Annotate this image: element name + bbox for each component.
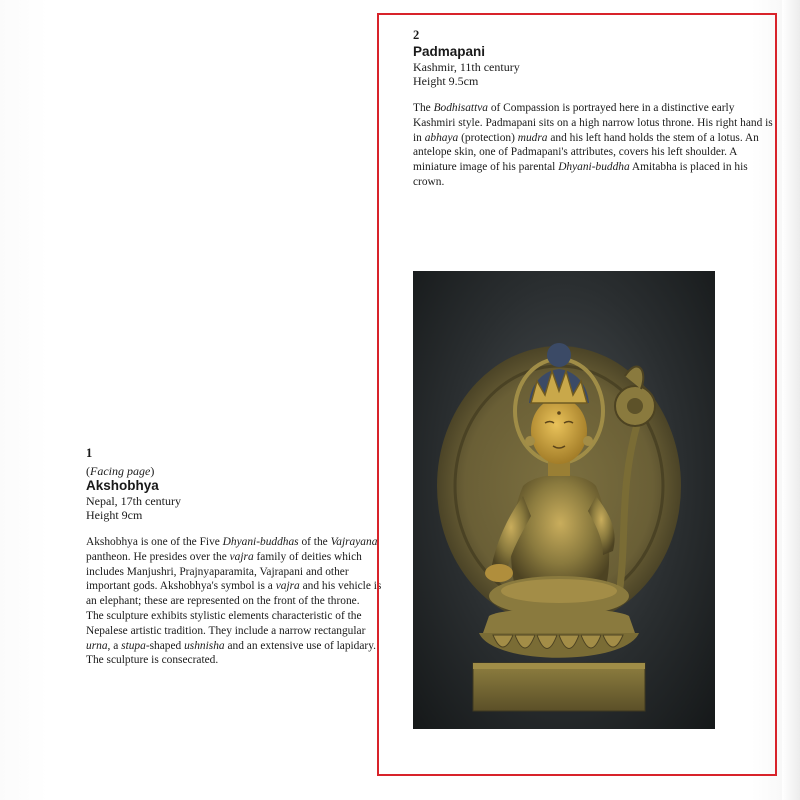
entry-description: The Bodhisattva of Compassion is portrayed here in a distinctive early Kashmiri style. Padmapani sits on a high narrow lotus throne. His right hand is in abhaya (protection) mudra and his left hand holds the stem of a lotus. An antelope skin, one of Padmapani's attributes, covers his left shoulder. A miniature image of his parental Dhyani-buddha Amitabha is placed in his crown.: [413, 102, 773, 188]
entry-height: Height 9cm: [86, 508, 143, 522]
description-paragraph: Akshobhya is one of the Five Dhyani-buddhas of the Vajrayana pantheon. He presides over the vajra family of deities which includes Manjushri, Prajnyaparamita, Vajrapani and other important gods. Akshobhya's symbol is a vajra and his vehicle is an elephant; these are represented on the front of the throne.: [86, 536, 382, 608]
facing-page-note: (Facing page): [86, 464, 155, 478]
description-paragraph: The sculpture is consecrated.: [86, 654, 219, 667]
entry-origin: Kashmir, 11th century: [413, 60, 520, 74]
selection-highlight-box: [377, 13, 777, 776]
entry-height: Height 9.5cm: [413, 74, 479, 88]
entry-description: [86, 535, 386, 668]
entry-title: Akshobhya: [86, 478, 159, 493]
entry-origin: Nepal, 17th century: [86, 494, 181, 508]
page-edge-shadow: [782, 0, 800, 800]
entry-number: 2: [413, 28, 420, 42]
entry-number: 1: [86, 446, 93, 460]
description-paragraph: The sculpture exhibits stylistic elements characteristic of the Nepalese artistic tradition. They include a narrow rectangular urna, a stupa-shaped ushnisha and an extensive use of lapidary.: [86, 609, 377, 652]
catalogue-entry-akshobhya: [86, 446, 386, 668]
entry-title: Padmapani: [413, 44, 486, 59]
